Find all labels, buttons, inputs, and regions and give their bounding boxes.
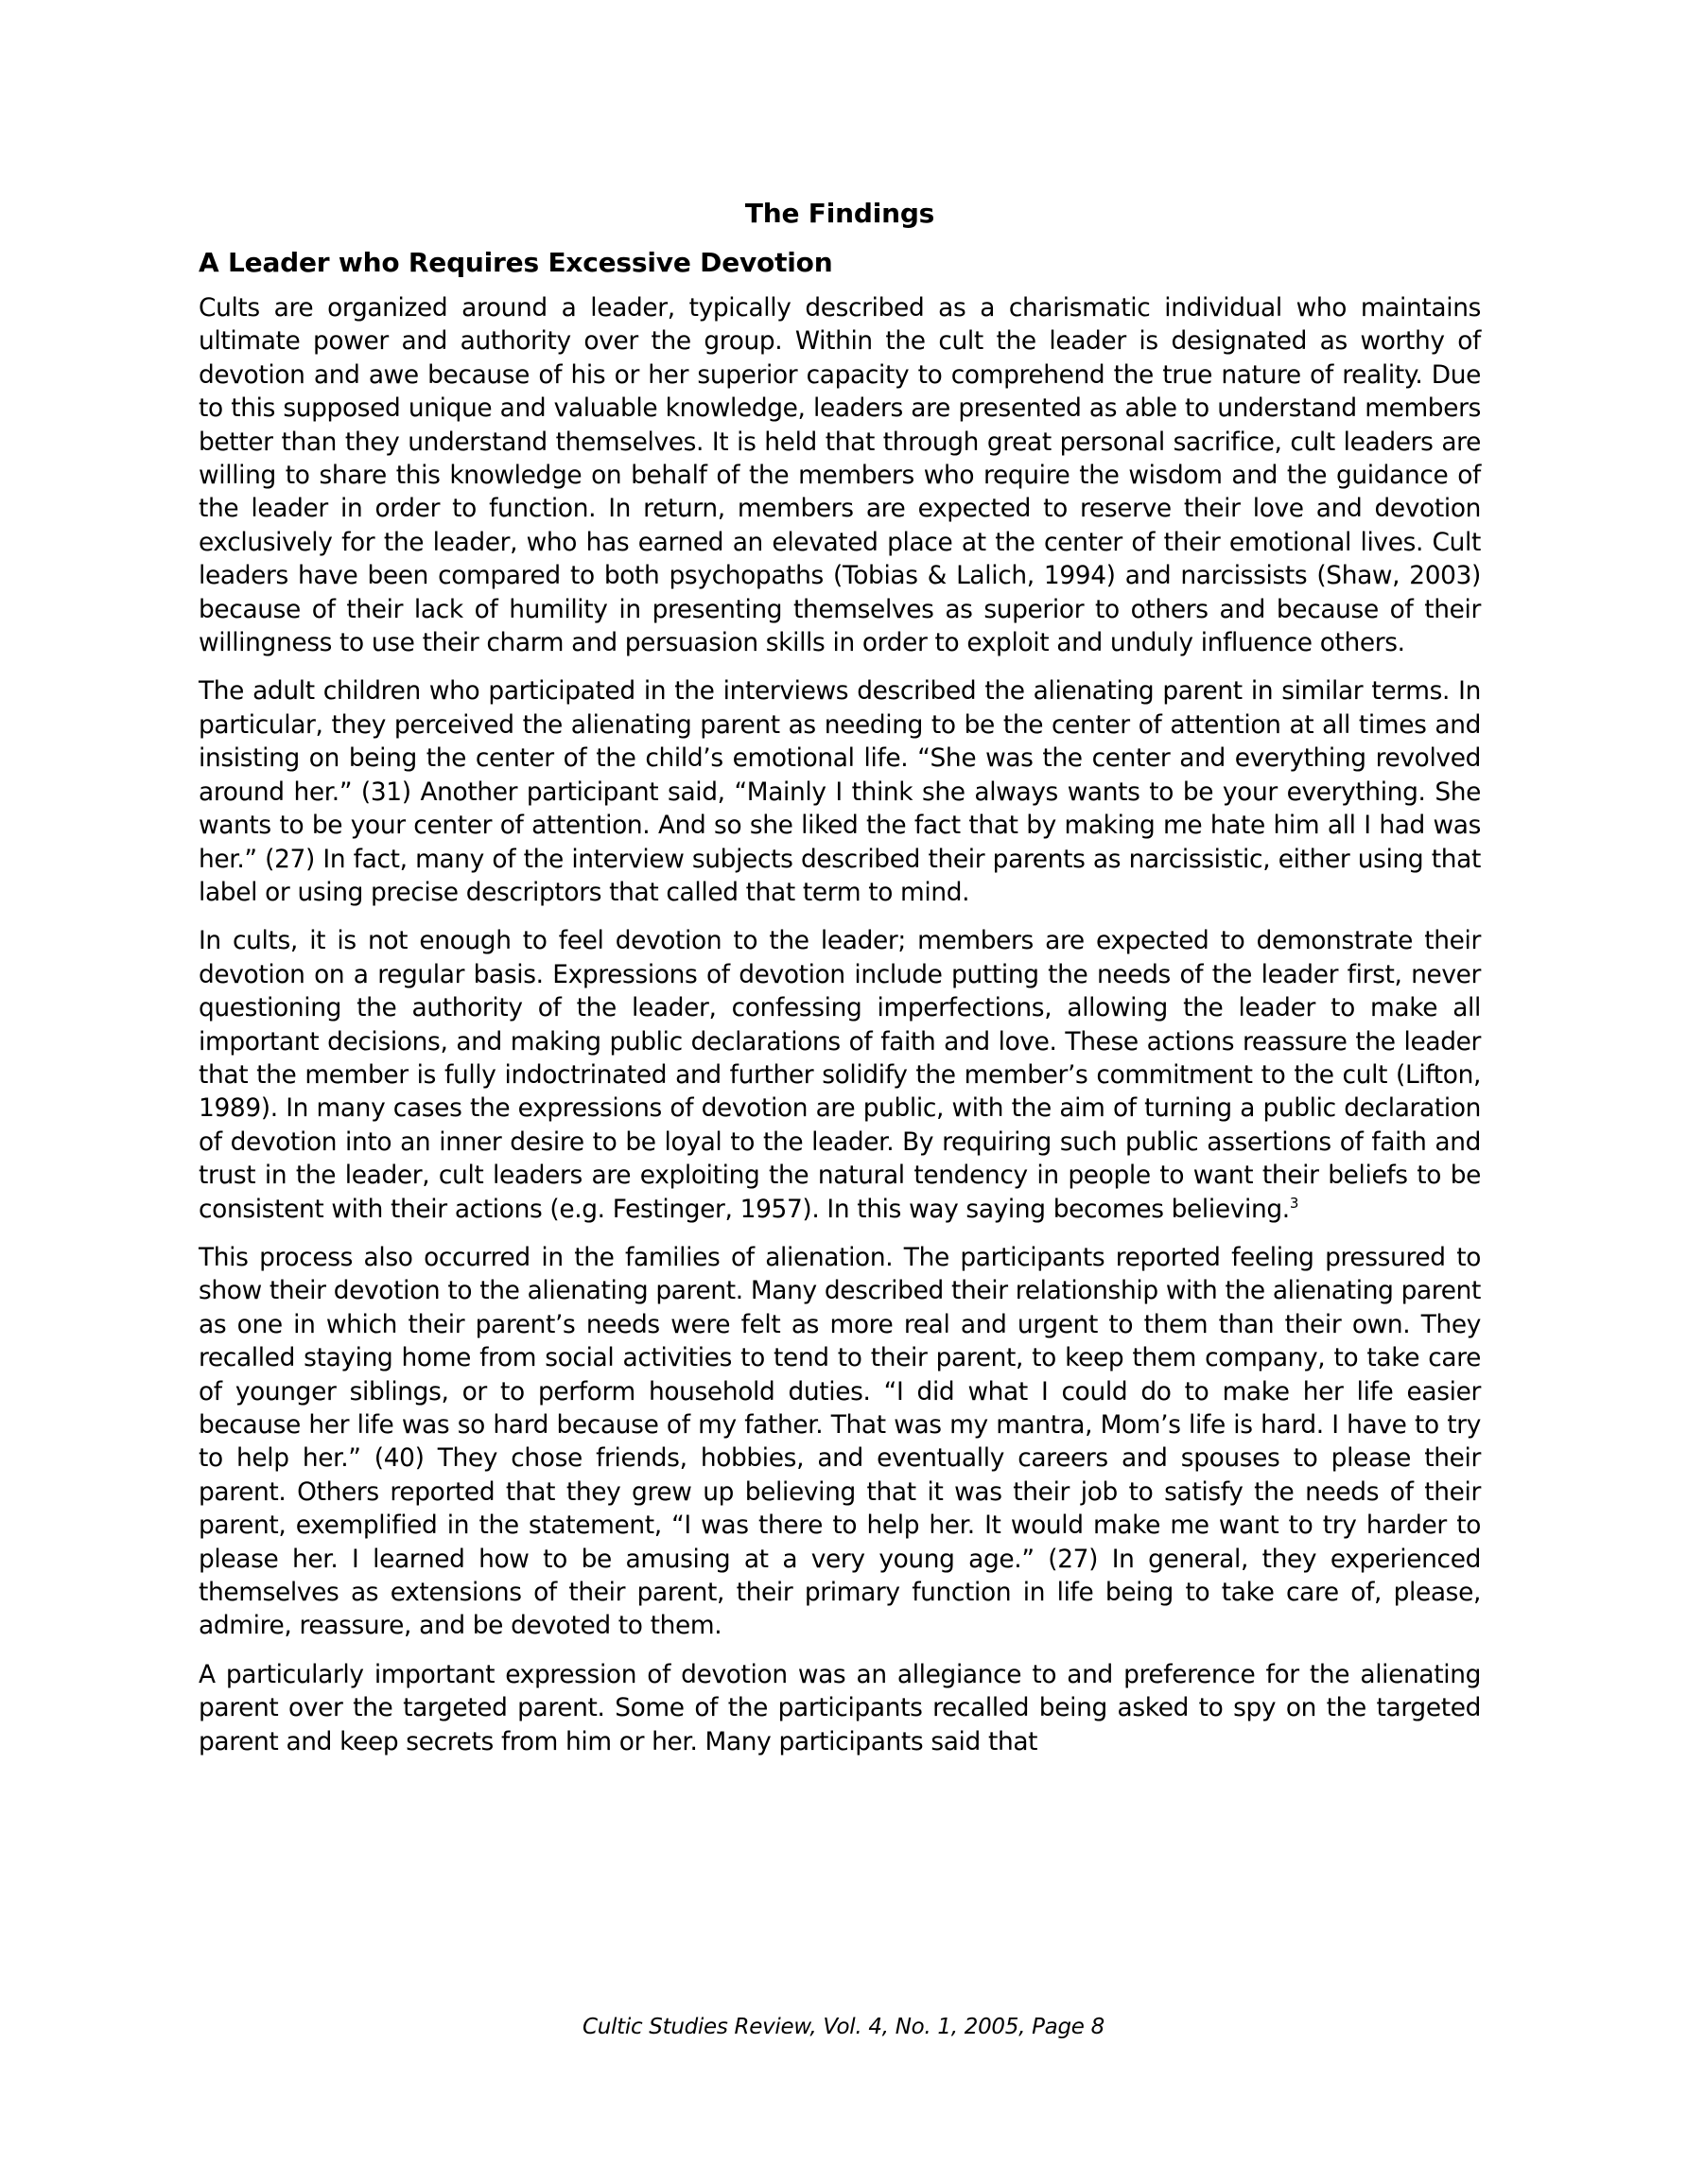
paragraph-text: A particularly important expression of devotion was an allegiance to and preference for the alienating parent over the targeted parent. Some of the participants recalled being asked to spy on the targeted parent and keep secrets from him or her. Many participants said that (199, 1659, 1481, 1756)
paragraph-text: The adult children who participated in the interviews described the alienating parent in similar terms. In particular, they perceived the alienating parent as needing to be the center of attention at all times and insisting on being the center of the child’s emotional life. “She was the center and everything revolved around her.” (31) Another participant said, “Mainly I think she always wants to be your everything. She wants to be your center of attention. And so she liked the fact that by making me hate him all I had was her.” (27) In fact, many of the interview subjects described their parents as narcissistic, either using that label or using precise descriptors that called that term to mind. (199, 676, 1481, 907)
paragraph-2 (199, 674, 1481, 909)
page-footer: Cultic Studies Review, Vol. 4, No. 1, 2005, Page 8 (583, 2015, 1104, 2039)
paragraph-1 (199, 291, 1481, 659)
paragraph-5 (199, 1658, 1481, 1758)
section-heading: A Leader who Requires Excessive Devotion (199, 247, 833, 278)
paragraph-4 (199, 1241, 1481, 1643)
document-page (199, 195, 1481, 1773)
paragraph-text: This process also occurred in the families of alienation. The participants reported feeling pressured to show their devotion to the alienating parent. Many described their relationship with the alienating parent as one in which their parent’s needs were felt as more real and urgent to them than their own. They recalled staying home from social activities to tend to their parent, to keep them company, to take care of younger siblings, or to perform household duties. “I did what I could do to make her life easier because her life was so hard because of my father. That was my mantra, Mom’s life is hard. I have to try to help her.” (40) They chose friends, hobbies, and eventually careers and spouses to please their parent. Others reported that they grew up believing that it was their job to satisfy the needs of their parent, exemplified in the statement, “I was there to help her. It would make me want to try harder to please her. I learned how to be amusing at a very young age.” (27) In general, they experienced themselves as extensions of their parent, their primary function in life being to take care of, please, admire, reassure, and be devoted to them. (199, 1242, 1481, 1641)
paragraph-3 (199, 924, 1481, 1226)
footnote-reference[interactable]: 3 (1289, 1194, 1299, 1212)
paragraph-text: Cults are organized around a leader, typically described as a charismatic individual who maintains ultimate power and authority over the group. Within the cult the leader is designated as worthy of devotion and awe because of his or her superior capacity to comprehend the true nature of reality. Due to this supposed unique and valuable knowledge, leaders are presented as able to understand members better than they understand themselves. It is held that through great personal sacrifice, cult leaders are willing to share this knowledge on behalf of the members who require the wisdom and the guidance of the leader in order to function. In return, members are expected to reserve their love and devotion exclusively for the leader, who has earned an elevated place at the center of their emotional lives. Cult leaders have been compared to both psychopaths (Tobias & Lalich, 1994) and narcissists (Shaw, 2003) because of their lack of humility in presenting themselves as superior to others and because of their willingness to use their charm and persuasion skills in order to exploit and unduly influence others. (199, 293, 1481, 658)
document-title: The Findings (744, 198, 935, 229)
paragraph-text: In cults, it is not enough to feel devotion to the leader; members are expected to demonstrate their devotion on a regular basis. Expressions of devotion include putting the needs of the leader first, never questioning the authority of the leader, confessing imperfections, allowing the leader to make all important decisions, and making public declarations of faith and love. These actions reassure the leader that the member is fully indoctrinated and further solidify the member’s commitment to the cult (Lifton, 1989). In many cases the expressions of devotion are public, with the aim of turning a public declaration of devotion into an inner desire to be loyal to the leader. By requiring such public assertions of faith and trust in the leader, cult leaders are exploiting the natural tendency in people to want their beliefs to be consistent with their actions (e.g. Festinger, 1957). In this way saying becomes believing. (199, 926, 1481, 1224)
